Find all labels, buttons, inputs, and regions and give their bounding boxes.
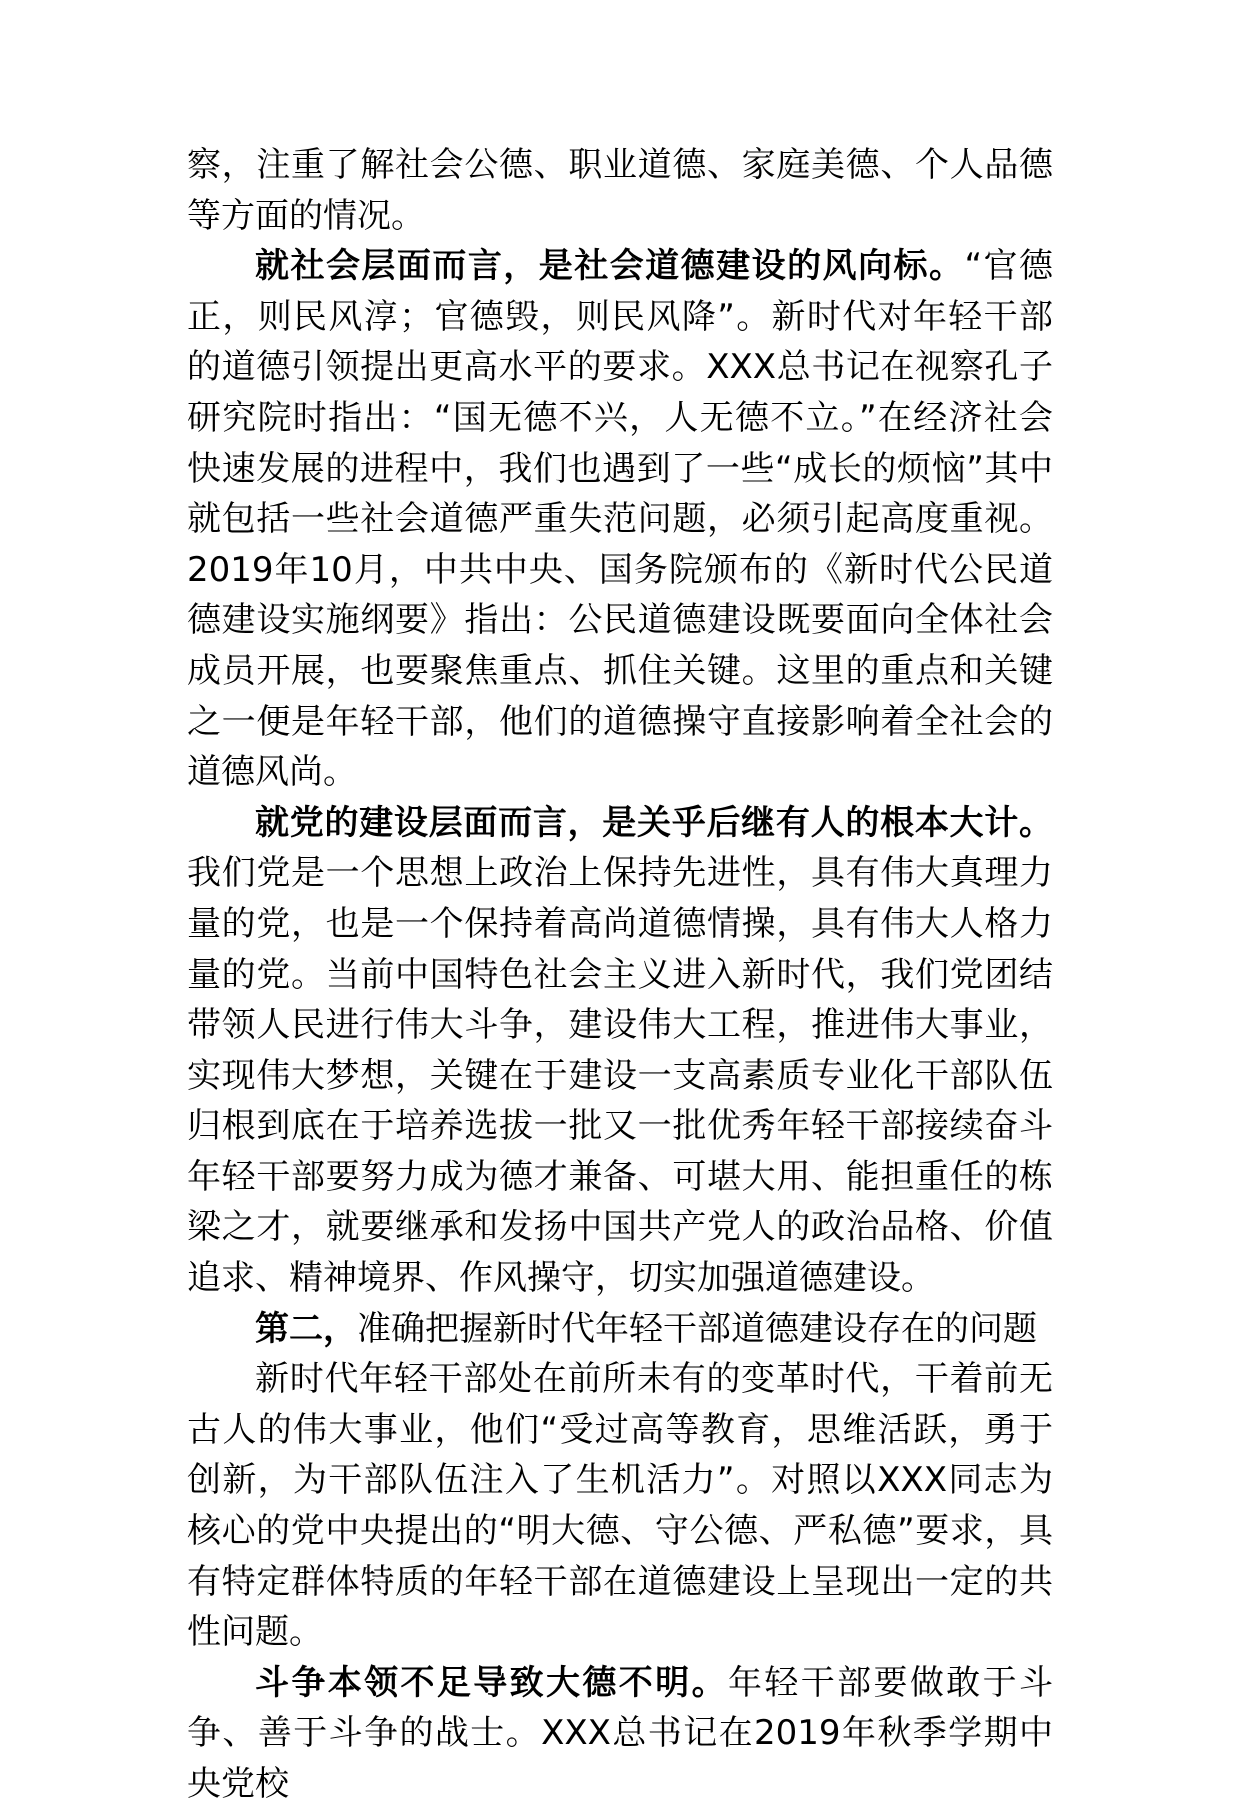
paragraph-text: 我们党是一个思想上政治上保持先进性，具有伟大真理力量的党，也是一个保持着高尚道德情操，具有伟大人格力量的党。当前中国特色社会主义进入新时代，我们党团结带领人民进行伟大斗争，建设伟大工程，推进伟大事业，实现伟大梦想，关键在于建设一支高素质专业化干部队伍归根到底在于培养选拔一批又一批优秀年轻干部接续奋斗年轻干部要努力成为德才兼备、可堪大用、能担重任的栋梁之才，就要继承和发扬中国共产党人的政治品格、价值追求、精神境界、作风操守，切实加强道德建设。 bbox=[187, 853, 1053, 1299]
paragraph-text: “官德正，则民风淳；官德毁，则民风降”。新时代对年轻干部的道德引领提出更高水平的要求。XXX总书记在视察孔子研究院时指出：“国无德不兴，人无德不立。”在经济社会快速发展的进程中，我们也遇到了一些“成长的烦恼”其中就包括一些社会道德严重失范问题，必须引起高度重视。2019年10月，中共中央、国务院颁布的《新时代公民道德建设实施纲要》指出：公民道德建设既要面向全体社会成员开展，也要聚焦重点、抓住关键。这里的重点和关键之一便是年轻干部，他们的道德操守直接影响着全社会的道德风尚。 bbox=[187, 246, 1053, 793]
paragraph-party-building-level bbox=[187, 798, 1053, 1304]
paragraph-text: 新时代年轻干部处在前所未有的变革时代，干着前无古人的伟大事业，他们“受过高等教育，思维活跃，勇于创新，为干部队伍注入了生机活力”。对照以XXX同志为核心的党中央提出的“明大德、守公德、严私德”要求，具有特定群体特质的年轻干部在道德建设上呈现出一定的共性问题。 bbox=[187, 1359, 1053, 1653]
section-title: 准确把握新时代年轻干部道德建设存在的问题 bbox=[357, 1308, 1037, 1349]
paragraph-lead: 就社会层面而言，是社会道德建设的风向标。 bbox=[255, 246, 965, 287]
paragraph-lead: 就党的建设层面而言，是关乎后继有人的根本大计。 bbox=[255, 802, 1053, 843]
document-page bbox=[187, 140, 1054, 1804]
paragraph-continuation bbox=[187, 140, 1053, 241]
paragraph-lead: 斗争本领不足导致大德不明。 bbox=[255, 1662, 728, 1703]
section-number: 第二， bbox=[255, 1308, 357, 1349]
paragraph-struggle-ability bbox=[187, 1658, 1053, 1810]
paragraph-problems-intro bbox=[187, 1354, 1053, 1658]
paragraph-social-level bbox=[187, 241, 1053, 798]
paragraph-text: 察，注重了解社会公德、职业道德、家庭美德、个人品德等方面的情况。 bbox=[187, 145, 1053, 236]
section-heading-second bbox=[187, 1304, 1053, 1355]
paragraph-text: 年轻干部要做敢于斗争、善于斗争的战士。XXX总书记在2019年秋季学期中央党校 bbox=[187, 1662, 1054, 1804]
